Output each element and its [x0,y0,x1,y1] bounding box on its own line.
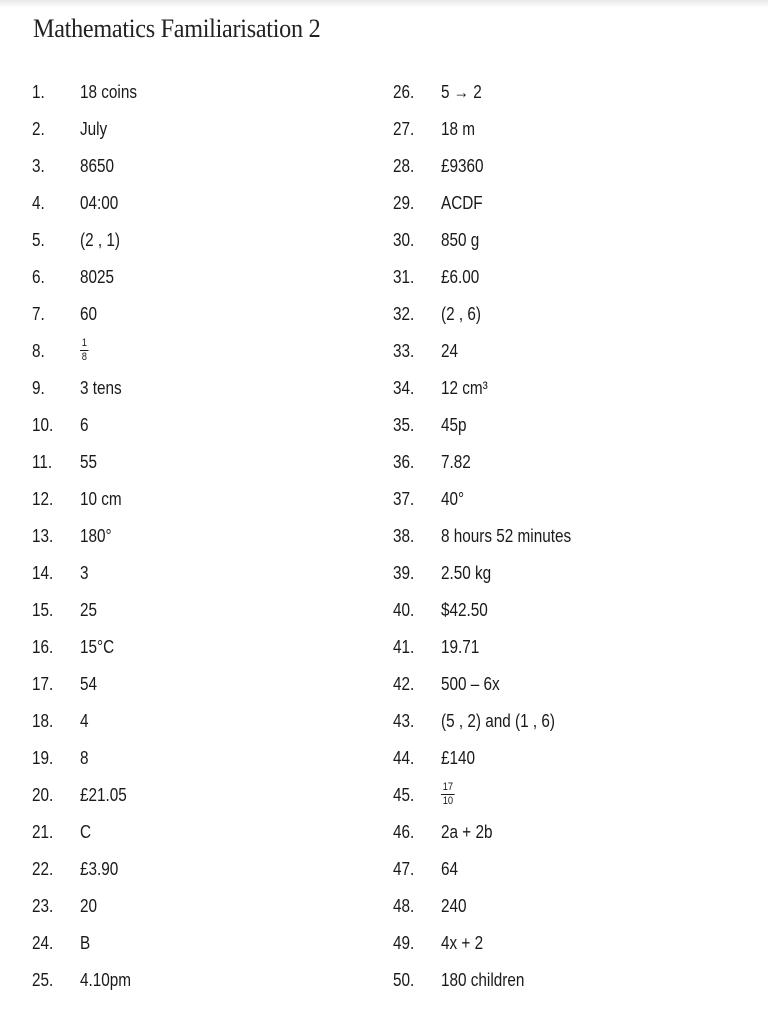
answer-number: 40. [393,600,415,620]
answer-row [32,407,362,444]
answer-row [32,703,362,740]
answer-number: 16. [32,637,54,657]
answer-value: 5 → 2 [441,82,482,102]
answer-number: 7. [32,304,45,324]
answer-number: 29. [393,193,415,213]
answer-value: 180° [80,526,112,546]
answer-value: 3 [80,563,89,583]
answer-value: 4x + 2 [441,933,484,953]
answer-row [393,481,723,518]
answer-number: 34. [393,378,415,398]
answer-value: B [80,933,91,953]
answer-row [32,925,362,962]
answer-number: 17. [32,674,54,694]
answer-value: 10 cm [80,489,122,509]
answer-value: 15°C [80,637,115,657]
answer-number: 36. [393,452,415,472]
answer-number: 6. [32,267,45,287]
answer-number: 27. [393,119,415,139]
answer-row [32,259,362,296]
answer-row [393,851,723,888]
fraction [80,338,89,363]
answer-value: (2 , 6) [441,304,481,324]
answer-row [32,111,362,148]
answer-row [32,629,362,666]
answer-value: £140 [441,748,476,768]
answer-row [393,740,723,777]
answer-row [32,296,362,333]
answer-row [393,962,723,999]
answer-value: 8 hours 52 minutes [441,526,572,546]
answer-row [32,814,362,851]
answer-number: 22. [32,859,54,879]
answer-number: 23. [32,896,54,916]
answers-column-right [393,74,723,999]
answer-number: 49. [393,933,415,953]
answer-number: 44. [393,748,415,768]
answer-value: £3.90 [80,859,119,879]
answer-value: 54 [80,674,98,694]
page-title: Mathematics Familiarisation 2 [33,14,321,43]
answer-value: 240 [441,896,467,916]
answer-value: (5 , 2) and (1 , 6) [441,711,555,731]
answer-row [393,777,723,814]
answer-row [32,444,362,481]
answer-value [441,777,455,814]
answer-number: 20. [32,785,54,805]
answer-row [32,185,362,222]
answer-number: 25. [32,970,54,990]
answer-row [393,222,723,259]
answer-value: 4.10pm [80,970,132,990]
answer-value: 500 – 6x [441,674,500,694]
answer-row [32,148,362,185]
answer-number: 13. [32,526,54,546]
answer-row [32,333,362,370]
answer-number: 42. [393,674,415,694]
answer-value: (2 , 1) [80,230,120,250]
answer-number: 12. [32,489,54,509]
answer-row [393,74,723,111]
answer-number: 43. [393,711,415,731]
answer-value: 18 coins [80,82,137,102]
fraction-denominator: 8 [81,350,87,363]
answer-number: 11. [32,452,53,472]
answer-value: 2a + 2b [441,822,493,842]
answer-row [393,407,723,444]
answer-value: £6.00 [441,267,480,287]
answer-row [32,592,362,629]
fraction-numerator: 17 [442,780,454,793]
answer-value: 12 cm³ [441,378,488,398]
answer-number: 14. [32,563,54,583]
answer-number: 35. [393,415,415,435]
answer-value: 04:00 [80,193,119,213]
answer-row [32,481,362,518]
answer-number: 5. [32,230,45,250]
answer-number: 19. [32,748,54,768]
answer-row [393,333,723,370]
answer-value: 180 children [441,970,525,990]
answer-value: July [80,119,108,139]
answer-row [32,740,362,777]
fraction-denominator: 10 [442,794,454,807]
answer-number: 1. [32,82,45,102]
answer-row [393,370,723,407]
answer-number: 47. [393,859,415,879]
answer-value: 19.71 [441,637,480,657]
answer-value: 40° [441,489,465,509]
answer-row [393,185,723,222]
answer-value: 45p [441,415,467,435]
answer-number: 9. [32,378,45,398]
answer-number: 10. [32,415,54,435]
answer-row [32,888,362,925]
answer-row [393,814,723,851]
answer-value: 18 m [441,119,476,139]
answer-number: 46. [393,822,415,842]
answer-value: 24 [441,341,459,361]
answer-number: 24. [32,933,54,953]
answer-row [393,555,723,592]
answer-row [393,148,723,185]
answer-number: 31. [393,267,415,287]
answer-value: 55 [80,452,98,472]
answer-number: 26. [393,82,415,102]
answer-number: 2. [32,119,45,139]
answer-number: 28. [393,156,415,176]
answer-number: 45. [393,785,415,805]
answer-row [32,851,362,888]
answer-row [393,925,723,962]
answer-row [393,666,723,703]
answer-row [393,629,723,666]
answer-number: 38. [393,526,415,546]
answer-number: 3. [32,156,45,176]
answer-row [393,296,723,333]
answer-row [32,777,362,814]
answer-value: 64 [441,859,459,879]
answer-row [32,666,362,703]
answers-column-left [32,74,362,999]
answer-number: 37. [393,489,415,509]
answer-value: 8650 [80,156,115,176]
answer-number: 32. [393,304,415,324]
answer-value: 8025 [80,267,115,287]
answer-value: ACDF [441,193,483,213]
answer-number: 15. [32,600,54,620]
answer-number: 41. [393,637,415,657]
answer-value: £21.05 [80,785,127,805]
answer-row [393,888,723,925]
answer-row [32,74,362,111]
answer-row [393,518,723,555]
answer-number: 8. [32,341,45,361]
answer-value: $42.50 [441,600,488,620]
answer-number: 33. [393,341,415,361]
answer-number: 21. [32,822,54,842]
answer-number: 48. [393,896,415,916]
answer-row [393,703,723,740]
answer-value: 850 g [441,230,480,250]
answer-number: 30. [393,230,415,250]
answer-row [393,111,723,148]
answer-value: 4 [80,711,89,731]
answer-value: 6 [80,415,89,435]
answer-row [32,962,362,999]
answer-value: 20 [80,896,98,916]
top-edge-shadow [0,0,768,8]
answer-row [32,518,362,555]
fraction-numerator: 1 [81,336,87,349]
answer-value [80,333,89,370]
answer-value: £9360 [441,156,484,176]
answer-number: 39. [393,563,415,583]
answer-row [32,370,362,407]
answer-value: 7.82 [441,452,471,472]
answer-number: 18. [32,711,54,731]
answer-value: C [80,822,92,842]
answer-row [32,555,362,592]
answer-row [393,259,723,296]
answer-row [393,444,723,481]
answer-row [32,222,362,259]
answer-row [393,592,723,629]
answer-value: 3 tens [80,378,122,398]
answer-value: 2.50 kg [441,563,492,583]
answer-number: 50. [393,970,415,990]
answer-value: 60 [80,304,98,324]
answer-number: 4. [32,193,45,213]
answer-value: 25 [80,600,98,620]
fraction [441,782,455,807]
answer-value: 8 [80,748,89,768]
